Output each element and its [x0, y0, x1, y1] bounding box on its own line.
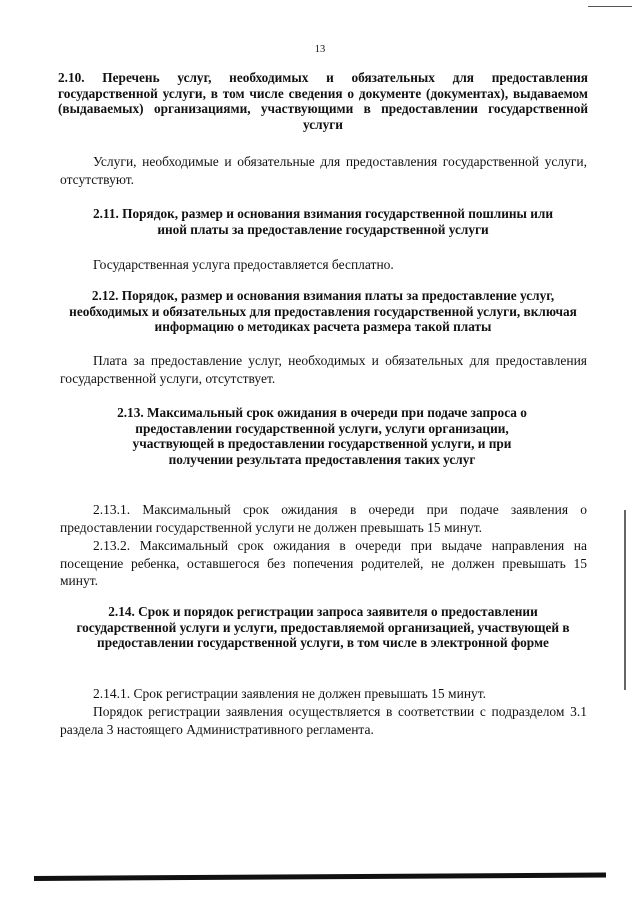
scan-artifact-bottom-bar — [34, 873, 606, 881]
section-2-12-heading: 2.12. Порядок, размер и основания взимания платы за предоставление услуг, необходимых и обязательных для предоставления государственной услуги, включая информацию о методиках расчета размера такой платы — [69, 288, 577, 335]
section-2-11-paragraph-1: Государственная услуга предоставляется бесплатно. — [93, 257, 394, 272]
section-2-14-heading: 2.14. Срок и порядок регистрации запроса заявителя о предоставлении государственной услуги и услуги, предоставляемой организацией, участвующей в предоставлении государственной услуги, в том числе в электронной форме — [76, 604, 570, 651]
section-2-10-paragraph-1: Услуги, необходимые и обязательные для предоставления государственной услуги, отсутствуют. — [60, 154, 587, 187]
section-2-11-heading: 2.11. Порядок, размер и основания взимания государственной пошлины или иной платы за предоставление государственной услуги — [92, 206, 554, 237]
scan-artifact-top-line — [588, 6, 632, 7]
section-2-13-paragraph-1: 2.13.1. Максимальный срок ожидания в очереди при подаче заявления о предоставлении государственной услуги не должен превышать 15 минут. — [60, 502, 587, 535]
section-2-10-heading: 2.10. Перечень услуг, необходимых и обязательных для предоставления государственной услуги, в том числе сведения о документе (документах), выдаваемом (выдаваемых) организациями, участвующими в предоставлении государственной услуги — [58, 70, 588, 132]
section-2-14-paragraph-2: Порядок регистрации заявления осуществляется в соответствии с подразделом 3.1 раздела 3 настоящего Административного регламента. — [60, 704, 587, 737]
section-2-13-heading: 2.13. Максимальный срок ожидания в очереди при подаче запроса о предоставлении государственной услуги, услуги организации, участвующей в предоставлении государственной услуги, и при получении результата предоставления таких услуг — [117, 405, 527, 467]
section-2-12-paragraph-1: Плата за предоставление услуг, необходимых и обязательных для предоставления государственной услуги, отсутствует. — [60, 353, 587, 386]
section-2-14-paragraph-1: 2.14.1. Срок регистрации заявления не должен превышать 15 минут. — [93, 686, 487, 701]
page-number: 13 — [314, 44, 326, 55]
section-2-13-paragraph-2: 2.13.2. Максимальный срок ожидания в очереди при выдаче направления на посещение ребенка, оставшегося без попечения родителей, не должен превышать 15 минут. — [60, 538, 587, 588]
scan-artifact-right-edge — [624, 510, 626, 690]
